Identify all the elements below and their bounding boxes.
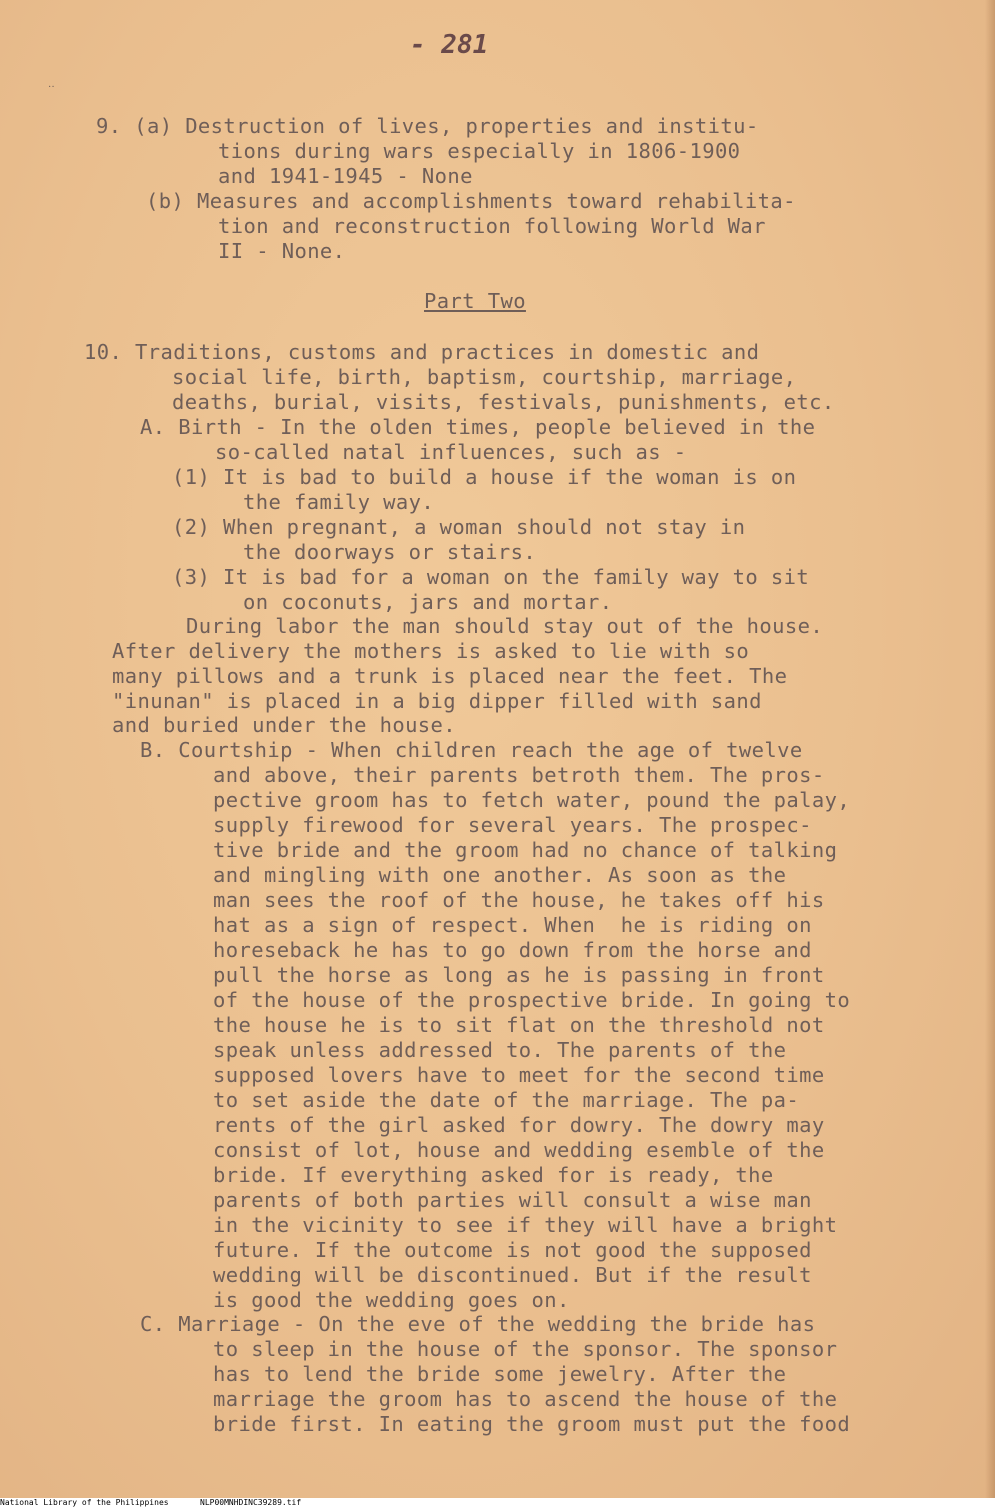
courtship-line: man sees the roof of the house, he takes off his <box>213 888 825 912</box>
footer-file-id: NLP00MNHDINC39289.tif <box>200 1498 302 1507</box>
marriage-line: to sleep in the house of the sponsor. The sponsor <box>213 1337 838 1361</box>
courtship-line: bride. If everything asked for is ready, the <box>213 1163 774 1187</box>
marriage-line: bride first. In eating the groom must put the food <box>213 1412 851 1436</box>
section9-a-line: 9. (a) Destruction of lives, properties and institu- <box>96 114 759 138</box>
birth-item-line: (1) It is bad to build a house if the woman is on <box>172 465 797 489</box>
section10-intro-line: 10. Traditions, customs and practices in domestic and <box>84 340 760 364</box>
labor-line: "inunan" is placed in a big dipper filled with sand <box>112 689 762 713</box>
birth-item-line: (2) When pregnant, a woman should not stay in <box>172 515 746 539</box>
courtship-line: and above, their parents betroth them. The pros- <box>213 763 825 787</box>
birth-item-line: (3) It is bad for a woman on the family way to sit <box>172 565 810 589</box>
courtship-line: hat as a sign of respect. When he is riding on <box>213 913 812 937</box>
courtship-line: wedding will be discontinued. But if the result <box>213 1263 812 1287</box>
birth-line: so-called natal influences, such as - <box>215 440 687 464</box>
courtship-line: supply firewood for several years. The prospec- <box>213 813 812 837</box>
courtship-line: pull the horse as long as he is passing in front <box>213 963 825 987</box>
courtship-line: horeseback he has to go down from the horse and <box>213 938 812 962</box>
courtship-line: rents of the girl asked for dowry. The dowry may <box>213 1113 825 1137</box>
section9-b-line: tion and reconstruction following World War <box>218 214 766 238</box>
courtship-line: future. If the outcome is not good the supposed <box>213 1238 812 1262</box>
birth-item-line: on coconuts, jars and mortar. <box>243 590 613 614</box>
birth-item-line: the doorways or stairs. <box>243 540 537 564</box>
labor-line: After delivery the mothers is asked to lie with so <box>112 639 750 663</box>
courtship-line: speak unless addressed to. The parents of the <box>213 1038 787 1062</box>
courtship-line: to set aside the date of the marriage. The pa- <box>213 1088 800 1112</box>
courtship-line: tive bride and the groom had no chance of talking <box>213 838 838 862</box>
section9-a-line: and 1941-1945 - None <box>218 164 473 188</box>
courtship-line: and mingling with one another. As soon as the <box>213 863 787 887</box>
section10-intro-line: social life, birth, baptism, courtship, marriage, <box>172 365 797 389</box>
labor-line: many pillows and a trunk is placed near the feet. The <box>112 664 788 688</box>
marriage-line: C. Marriage - On the eve of the wedding the bride has <box>140 1312 816 1336</box>
scan-footer <box>0 1498 995 1508</box>
marriage-line: marriage the groom has to ascend the house of the <box>213 1387 838 1411</box>
section9-a-line: tions during wars especially in 1806-1900 <box>218 139 741 163</box>
courtship-line: B. Courtship - When children reach the age of twelve <box>140 738 803 762</box>
paper-edge-shadow <box>985 0 995 1498</box>
courtship-line: the house he is to sit flat on the threshold not <box>213 1013 825 1037</box>
birth-line: A. Birth - In the olden times, people believed in the <box>140 415 816 439</box>
courtship-line: of the house of the prospective bride. In going to <box>213 988 851 1012</box>
labor-line: and buried under the house. <box>112 713 457 737</box>
courtship-line: is good the wedding goes on. <box>213 1288 570 1312</box>
page-number: - 281 <box>410 30 489 60</box>
labor-line: During labor the man should stay out of the house. <box>186 614 824 638</box>
section9-b-line: II - None. <box>218 239 346 263</box>
courtship-line: consist of lot, house and wedding esemble of the <box>213 1138 825 1162</box>
courtship-line: pective groom has to fetch water, pound the palay, <box>213 788 851 812</box>
courtship-line: in the vicinity to see if they will have a bright <box>213 1213 838 1237</box>
birth-item-line: the family way. <box>243 490 435 514</box>
marriage-line: has to lend the bride some jewelry. After the <box>213 1362 787 1386</box>
courtship-line: parents of both parties will consult a wise man <box>213 1188 812 1212</box>
section9-b-line: (b) Measures and accomplishments toward rehabilita- <box>146 189 796 213</box>
courtship-line: supposed lovers have to meet for the second time <box>213 1063 825 1087</box>
footer-library: National Library of the Philippines <box>0 1498 169 1507</box>
section10-intro-line: deaths, burial, visits, festivals, punishments, etc. <box>172 390 835 414</box>
part-heading: Part Two <box>424 289 526 313</box>
margin-mark: ·· <box>48 82 55 93</box>
